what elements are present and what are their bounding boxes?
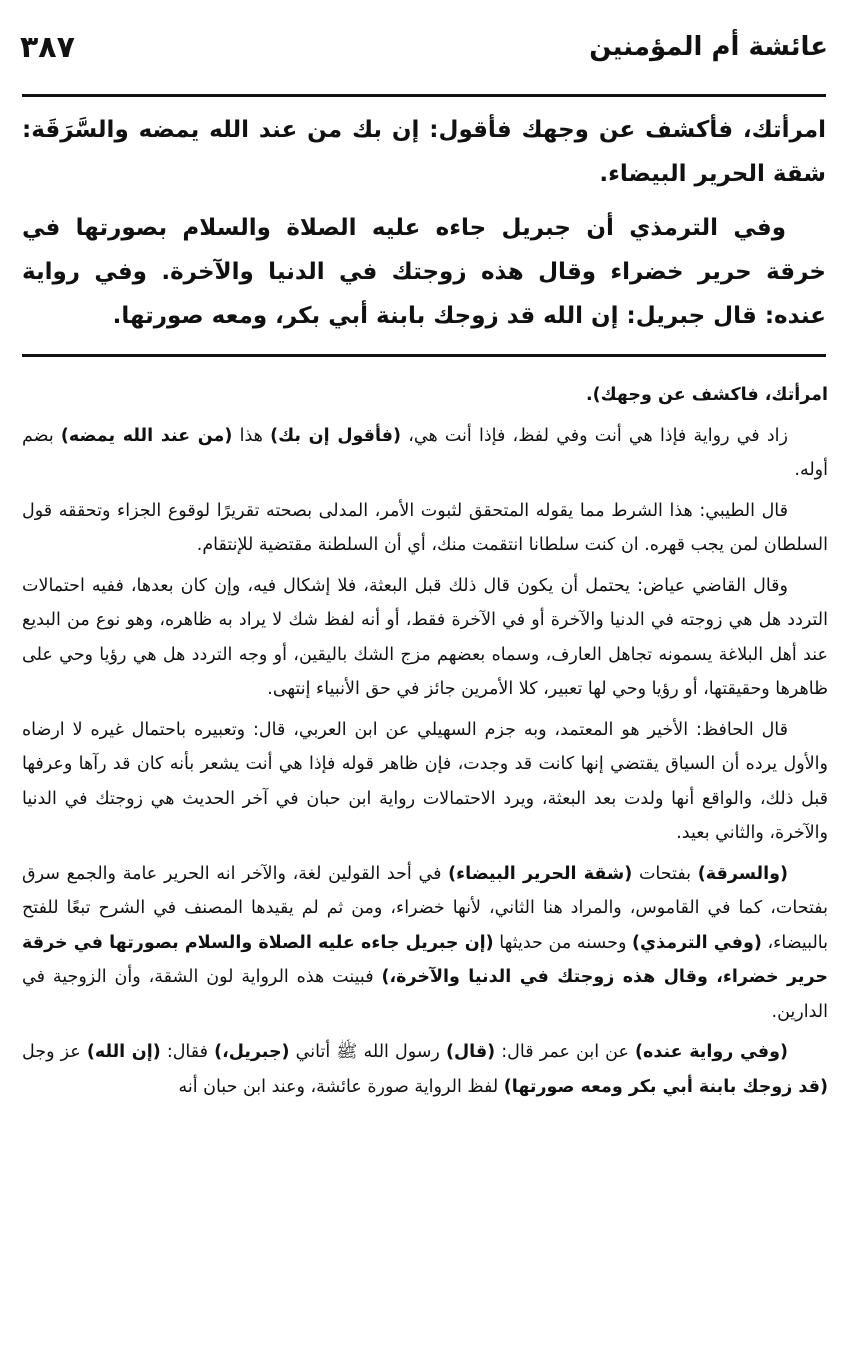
commentary-text: في أحد القولين لغة، والآخر انه الحرير عامة والجمع سرق بفتحات، كما في القاموس، والمراد هنا الثاني، لأنها خضراء، ومن ثم لم يقيدها المصنف في الشرح تبعًا للفتح بالبيضاء، xyxy=(22,863,828,953)
commentary-text: بضم أوله. xyxy=(22,425,828,480)
commentary-quote: (وفي رواية عنده) xyxy=(635,1042,788,1062)
commentary-text: لفظ الرواية صورة عائشة، وعند ابن حبان أنه xyxy=(178,1076,504,1097)
header-divider xyxy=(22,94,826,97)
commentary-paragraph xyxy=(22,419,828,488)
page-header xyxy=(20,24,828,80)
commentary-text: عن ابن عمر قال: xyxy=(495,1042,636,1062)
commentary-quote: (من عند الله يمضه) xyxy=(60,425,233,446)
commentary-text: بفتحات xyxy=(632,863,698,884)
commentary-quote: (قد زوجك بابنة أبي بكر ومعه صورتها) xyxy=(503,1076,828,1097)
commentary-paragraph xyxy=(22,1035,828,1104)
main-text-paragraph: وفي الترمذي أن جبريل جاءه عليه الصلاة والسلام بصورتها في خرقة حرير خضراء وقال هذه زوجتك في الدنيا والآخرة. وفي رواية عنده: قال جبريل: إن الله قد زوجك بابنة أبي بكر، ومعه صورتها. xyxy=(22,215,826,329)
commentary-text: وحسنه من حديثها xyxy=(493,932,633,953)
commentary-paragraph: وقال القاضي عياض: يحتمل أن يكون قال ذلك قبل البعثة، فلا إشكال فيه، وإن كان بعدها، ففيه احتمالات التردد هل هي زوجته في الدنيا والآخرة أو في الآخرة فقط، أو أنه لفظ شك لا يراد به ظاهره، وهو نوع من البديع عند أهل البلاغة يسمونه تجاهل العارف، وسماه بعضهم مزج الشك باليقين، أو وجه التردد هل هي رؤيا وحي على ظاهرها وحقيقتها، أو رؤيا وحي لها تعبير، كلا الأمرين جائز في حق الأنبياء إنتهى. xyxy=(22,575,828,699)
commentary-text: عز وجل xyxy=(22,1042,87,1062)
commentary-quote: (والسرقة) xyxy=(697,863,788,884)
commentary-quote: (وفي الترمذي) xyxy=(632,932,762,953)
commentary-text: زاد في رواية فإذا هي أنت وفي لفظ، فإذا أنت هي، xyxy=(401,425,788,446)
commentary-block xyxy=(22,378,828,1110)
commentary-quote: (شقة الحرير البيضاء) xyxy=(448,863,633,884)
commentary-quote: (إن جبريل جاءه عليه الصلاة والسلام بصورتها في خرقة حرير خضراء، وقال هذه زوجتك في الدنيا والآخرة،) xyxy=(22,932,828,987)
main-text-paragraph: امرأتك، فأكشف عن وجهك فأقول: إن بك من عند الله يمضه والسَّرَقَة: شقة الحرير البيضاء. xyxy=(22,117,826,187)
main-text-block xyxy=(22,108,826,348)
page-number: ٣٨٧ xyxy=(20,30,75,65)
commentary-text: هذا xyxy=(232,425,271,446)
commentary-text: فبينت هذه الرواية لون الشقة، وأن الزوجية في الدارين. xyxy=(22,967,828,1022)
commentary-paragraph xyxy=(22,857,828,1030)
commentary-paragraph: قال الحافظ: الأخير هو المعتمد، وبه جزم السهيلي عن ابن العربي، قال: وتعبيره باحتمال غيره لا ارضاه والأول يرده أن السياق يقتضي إنها كانت قد وجدت، فإن ظاهر قوله فإذا هي أنت يشعر بأنه كان قد رآها وعرفها قبل ذلك، والواقع أنها ولدت بعد البعثة، ويرد الاحتمالات رواية ابن حبان في آخر الحديث هي زوجتك في الدنيا والآخرة، والثاني بعيد. xyxy=(22,719,828,843)
commentary-text: فقال: xyxy=(160,1042,215,1062)
commentary-quote: (إن الله) xyxy=(86,1042,161,1062)
commentary-divider xyxy=(22,354,826,357)
commentary-heading: امرأتك، فاكشف عن وجهك). xyxy=(585,385,828,405)
commentary-quote: (قال) xyxy=(445,1042,496,1062)
running-title: عائشة أم المؤمنين xyxy=(589,32,828,62)
commentary-paragraph: قال الطيبي: هذا الشرط مما يقوله المتحقق لثبوت الأمر، المدلى بصحته تقريرًا لوقوع الجزاء وتحققه قول السلطان لمن يجب قهره. ان كنت سلطانا انتقمت منك، أي أن السلطنة مقتضية للإنتقام. xyxy=(22,500,828,555)
commentary-quote: (فأقول إن بك) xyxy=(270,425,401,446)
commentary-text: رسول الله ﷺ أتاني xyxy=(289,1042,446,1062)
commentary-quote: (جبريل،) xyxy=(214,1042,290,1062)
